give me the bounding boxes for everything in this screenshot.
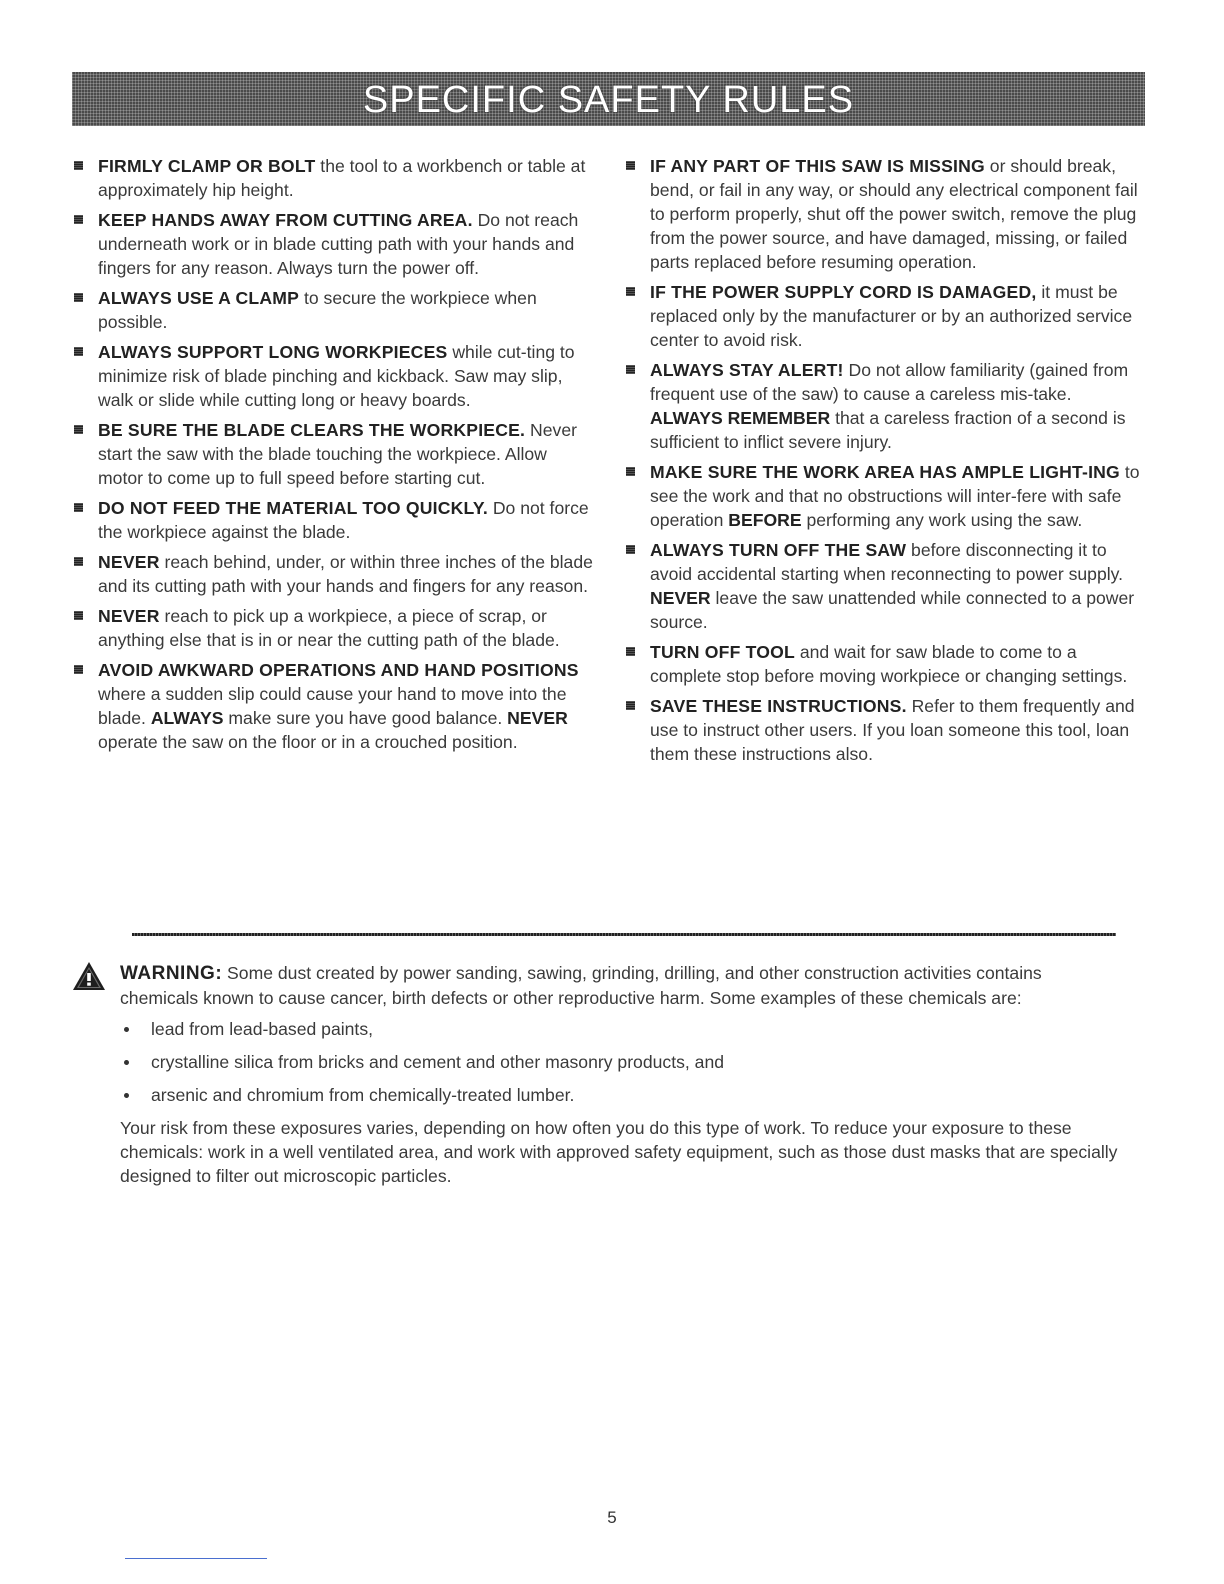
warning-closing: Your risk from these exposures varies, depending on how often you do this type of work. To reduce your exposure to these chemicals: work in a well ventilated area, and work with approved safety equipment, such as those dust masks that are specially designed to filter out microscopic particles. bbox=[120, 1118, 1118, 1186]
rule-lead: KEEP HANDS AWAY FROM CUTTING AREA. bbox=[98, 210, 473, 230]
rule-emphasis: NEVER bbox=[507, 708, 568, 728]
square-bullet-icon bbox=[626, 287, 635, 296]
rule-item bbox=[74, 604, 594, 652]
rule-lead: IF ANY PART OF THIS SAW IS MISSING bbox=[650, 156, 985, 176]
rule-lead: ALWAYS SUPPORT LONG WORKPIECES bbox=[98, 342, 448, 362]
section-banner bbox=[72, 72, 1145, 126]
rule-lead: TURN OFF TOOL bbox=[650, 642, 795, 662]
rule-item bbox=[626, 460, 1146, 532]
list-item bbox=[120, 1050, 1120, 1074]
rule-text: that a careless fraction of a second is sufficient to inflict severe injury. bbox=[650, 408, 1126, 452]
square-bullet-icon bbox=[74, 215, 83, 224]
rule-emphasis: ALWAYS bbox=[150, 708, 224, 728]
warning-label: WARNING: bbox=[120, 963, 223, 984]
rule-item bbox=[626, 640, 1146, 688]
rule-lead: ALWAYS STAY ALERT! bbox=[650, 360, 844, 380]
rule-lead: SAVE THESE INSTRUCTIONS. bbox=[650, 696, 907, 716]
rule-item bbox=[74, 340, 594, 412]
rule-text: reach to pick up a workpiece, a piece of scrap, or anything else that is in or near the cutting path of the blade. bbox=[98, 606, 560, 650]
rule-item bbox=[74, 658, 594, 754]
square-bullet-icon bbox=[74, 293, 83, 302]
rule-lead: BE SURE THE BLADE CLEARS THE WORKPIECE. bbox=[98, 420, 526, 440]
square-bullet-icon bbox=[626, 647, 635, 656]
section-divider bbox=[132, 933, 1116, 936]
rule-text: while cut-ting to minimize risk of blade pinching and kickback. Saw may slip, walk or slide while cutting long or heavy boards. bbox=[98, 342, 575, 410]
square-bullet-icon bbox=[626, 365, 635, 374]
rule-item bbox=[74, 154, 594, 202]
rule-text: reach behind, under, or within three inches of the blade and its cutting path with your hands and fingers for any reason. bbox=[98, 552, 593, 596]
rule-text: to see the work and that no obstructions will inter-fere with safe operation bbox=[650, 462, 1140, 530]
rule-text: where a sudden slip could cause your hand to move into the blade. bbox=[98, 684, 567, 728]
rule-lead: ALWAYS TURN OFF THE SAW bbox=[650, 540, 907, 560]
rule-text: Never start the saw with the blade touching the workpiece. Allow motor to come up to full speed before starting cut. bbox=[98, 420, 577, 488]
rule-lead: FIRMLY CLAMP OR BOLT bbox=[98, 156, 316, 176]
rule-lead: NEVER bbox=[98, 606, 160, 626]
rule-text: Refer to them frequently and use to instruct other users. If you loan someone this tool, loan them these instructions also. bbox=[650, 696, 1135, 764]
rule-text: leave the saw unattended while connected to a power source. bbox=[650, 588, 1135, 632]
square-bullet-icon bbox=[626, 701, 635, 710]
section-title: SPECIFIC SAFETY RULES bbox=[362, 78, 855, 121]
rule-lead: IF THE POWER SUPPLY CORD IS DAMAGED, bbox=[650, 282, 1037, 302]
rule-lead: NEVER bbox=[98, 552, 160, 572]
rule-text: Do not allow familiarity (gained from frequent use of the saw) to cause a careless mis-take. bbox=[650, 360, 1129, 404]
square-bullet-icon bbox=[74, 503, 83, 512]
list-item-text: lead from lead-based paints, bbox=[151, 1019, 374, 1039]
rule-lead: MAKE SURE THE WORK AREA HAS AMPLE LIGHT-ING bbox=[650, 462, 1120, 482]
rule-item bbox=[74, 550, 594, 598]
square-bullet-icon bbox=[74, 425, 83, 434]
rule-lead: ALWAYS USE A CLAMP bbox=[98, 288, 300, 308]
page-number: 5 bbox=[607, 1508, 617, 1527]
square-bullet-icon bbox=[626, 467, 635, 476]
square-bullet-icon bbox=[74, 161, 83, 170]
rule-item bbox=[74, 496, 594, 544]
right-rules-column bbox=[626, 154, 1146, 772]
rule-lead: AVOID AWKWARD OPERATIONS AND HAND POSITIONS bbox=[98, 660, 579, 680]
dot-bullet-icon bbox=[124, 1093, 129, 1098]
square-bullet-icon bbox=[626, 161, 635, 170]
rule-text: Do not reach underneath work or in blade cutting path with your hands and fingers for any reason. Always turn the power off. bbox=[98, 210, 579, 278]
rule-text: it must be replaced only by the manufacturer or by an authorized service center to avoid risk. bbox=[650, 282, 1133, 350]
rule-text: before disconnecting it to avoid accidental starting when reconnecting to power supply. bbox=[650, 540, 1124, 584]
rule-text: performing any work using the saw. bbox=[801, 510, 1083, 530]
dot-bullet-icon bbox=[124, 1060, 129, 1065]
chemical-list bbox=[120, 1017, 1120, 1107]
warning-block bbox=[120, 961, 1120, 1188]
square-bullet-icon bbox=[74, 347, 83, 356]
rule-item bbox=[626, 280, 1146, 352]
dot-bullet-icon bbox=[124, 1027, 129, 1032]
rule-text: operate the saw on the floor or in a crouched position. bbox=[98, 732, 518, 752]
list-item bbox=[120, 1017, 1120, 1041]
square-bullet-icon bbox=[74, 557, 83, 566]
square-bullet-icon bbox=[74, 665, 83, 674]
rule-text: or should break, bend, or fail in any way, or should any electrical component fail to perform properly, shut off the power switch, remove the plug from the power source, and have damaged, missing, or failed parts replaced before resuming operation. bbox=[650, 156, 1138, 272]
rule-text: the tool to a workbench or table at approximately hip height. bbox=[98, 156, 586, 200]
left-rules-column bbox=[74, 154, 594, 760]
rule-item bbox=[626, 358, 1146, 454]
square-bullet-icon bbox=[626, 545, 635, 554]
rule-item bbox=[626, 154, 1146, 274]
list-item-text: crystalline silica from bricks and cement and other masonry products, and bbox=[151, 1052, 725, 1072]
warning-intro bbox=[120, 961, 1120, 1010]
rule-item bbox=[74, 208, 594, 280]
warning-triangle-icon bbox=[72, 961, 106, 991]
rule-item bbox=[626, 694, 1146, 766]
rule-lead: DO NOT FEED THE MATERIAL TOO QUICKLY. bbox=[98, 498, 488, 518]
rule-emphasis: BEFORE bbox=[728, 510, 802, 530]
rule-text: to secure the workpiece when possible. bbox=[98, 288, 537, 332]
list-item-text: arsenic and chromium from chemically-treated lumber. bbox=[151, 1085, 575, 1105]
rule-emphasis: ALWAYS REMEMBER bbox=[650, 408, 831, 428]
rule-item bbox=[74, 418, 594, 490]
warning-text: Some dust created by power sanding, sawing, grinding, drilling, and other construction activities contains chemicals known to cause cancer, birth defects or other reproductive harm. Some examples of these chemicals are: bbox=[120, 963, 1042, 1008]
list-item bbox=[120, 1083, 1120, 1107]
rule-text: Do not force the workpiece against the blade. bbox=[98, 498, 589, 542]
rule-item bbox=[74, 286, 594, 334]
rule-emphasis: NEVER bbox=[650, 588, 711, 608]
rule-text: make sure you have good balance. bbox=[223, 708, 508, 728]
rule-item bbox=[626, 538, 1146, 634]
footer-line bbox=[125, 1558, 267, 1559]
rule-text: and wait for saw blade to come to a complete stop before moving workpiece or changing settings. bbox=[650, 642, 1128, 686]
square-bullet-icon bbox=[74, 611, 83, 620]
